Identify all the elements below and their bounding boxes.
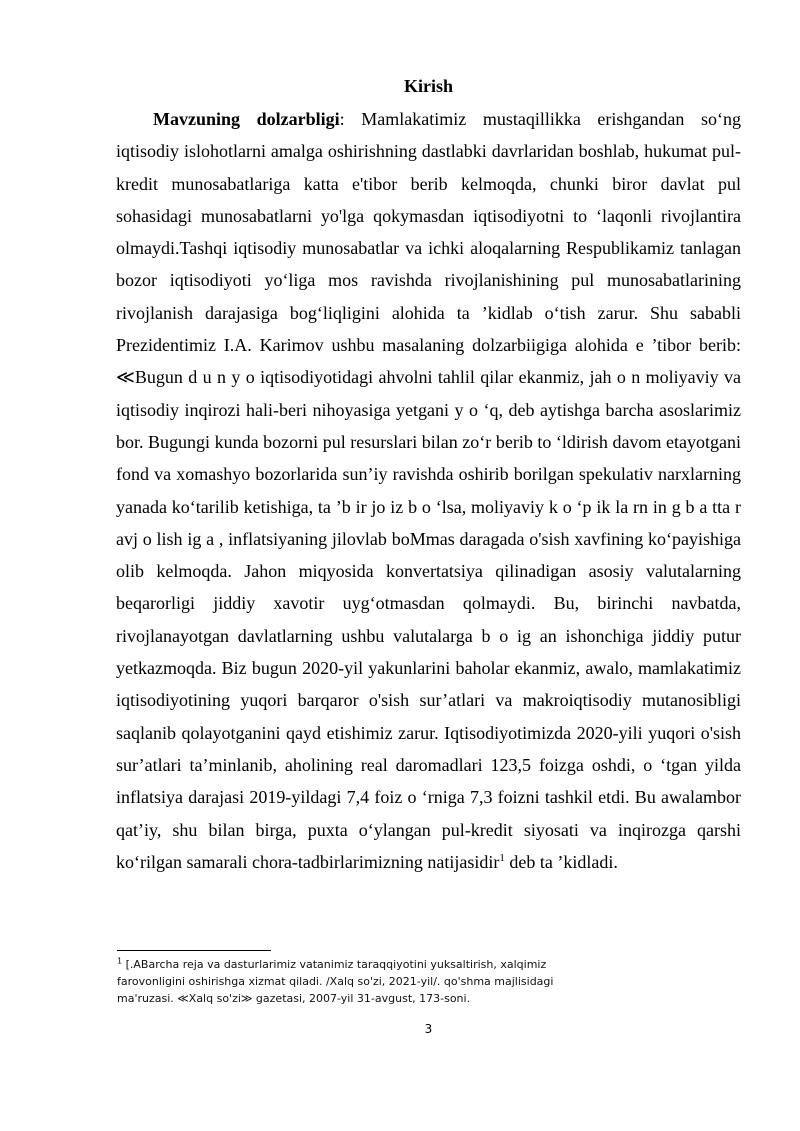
paragraph-end: deb ta ’kidladi. — [504, 851, 618, 872]
paragraph-text: Mamlakatimiz mustaqillikka erishgandan so‘ng iqtisodiy islohotlarni amalga oshirishning dastlabki davrlaridan boshlab, hukumat pul-kredit munosabatlariga katta e'tibor berib kelmoqda, chunki biror davlat pul sohasidagi munosabatlarni yo'lga qokymasdan iqtisodiyotni to ‘laqonli rivojlantira olmaydi.Tashqi iqtisodiy munosabatlar va ichki aloqalarning Respublikamiz tanlagan bozor iqtisodiyoti yo‘liga mos ravishda rivojlanishining pul munosabatlarining rivojlanish darajasiga bog‘liqligini alohida ta ’kidlab o‘tish zarur. Shu sababli Prezidentimiz I.A. Karimov ushbu masalaning dolzarbiigiga alohida e ’tibor berib: ≪Bugun d u n y o iqtisodiyotidagi ahvolni tahlil qilar ekanmiz, jah o n moliyaviy va iqtisodiy inqirozi hali-beri nihoyasiga yetgani y o ‘q, deb aytishga barcha asoslarimiz bor. Bugungi kunda bozorni pul resurslari bilan zo‘r berib to ‘ldirish davom etayotgani fond va xomashyo bozorlarida sun’iy ravishda oshirib borilgan spekulativ narxlarning yanada ko‘tarilib ketishiga, ta ’b ir jo iz b o ‘lsa, moliyaviy k o ‘p ik la rn in g b a tta r avj o lish ig a , inflatsiyaning jilovlab boMmas daragada o'sish xavfining ko‘payishiga olib kelmoqda. Jahon miqyosida konvertatsiya qilinadigan asosiy valutalarning beqarorligi jiddiy xavotir uyg‘otmasdan qolmaydi. Bu, birinchi navbatda, rivojlanayotgan davlatlarning ushbu valutalarga b o ig an ishonchiga jiddiy putur yetkazmoqda. Biz bugun 2020-yil yakunlarini baholar ekanmiz, awalo, mamlakatimiz iqtisodiyotining yuqori barqaror o'sish sur’atlari va makroiqtisodiy mutanosibligi saqlanib qolayotganini qayd etishimiz zarur. Iqtisodiyotimizda 2020-yili yuqori o'sish sur’atlari ta’minlanib, aholining real daromadlari 123,5 foizga oshdi, o ‘tgan yilda inflatsiya darajasi 2019-yildagi 7,4 foiz o ‘rniga 7,3 foizni tashkil etdi. Bu awalambor qat’iy, shu bilan birga, puxta o‘ylangan pul-kredit siyosati va inqirozga qarshi ko‘rilgan samarali chora-tadbirlarimizning natijasidir — [116, 109, 741, 872]
footnote-text: [.ABarcha reja va dasturlarimiz vatanimiz taraqqiyotini yuksaltirish, xalqimiz farovonligini oshirishga xizmat qiladi. /Xalq so'zi, 2021-yil/. qo'shma majlisidagi ma'ruzasi. ≪Xalq so'zi≫ gazetasi, 2007-yil 31-avgust, 173-soni. — [117, 958, 554, 1005]
footnote-divider — [117, 950, 271, 951]
lead-colon: : — [339, 109, 345, 129]
section-heading: Kirish — [403, 76, 453, 96]
body-paragraph — [116, 103, 741, 878]
lead-term: Mavzuning dolzarbligi — [153, 109, 340, 129]
page-number: 3 — [424, 1022, 433, 1036]
footnote-reference[interactable]: 1 — [499, 851, 505, 864]
footnote-marker: 1 — [117, 956, 123, 966]
footnote — [117, 956, 567, 1007]
